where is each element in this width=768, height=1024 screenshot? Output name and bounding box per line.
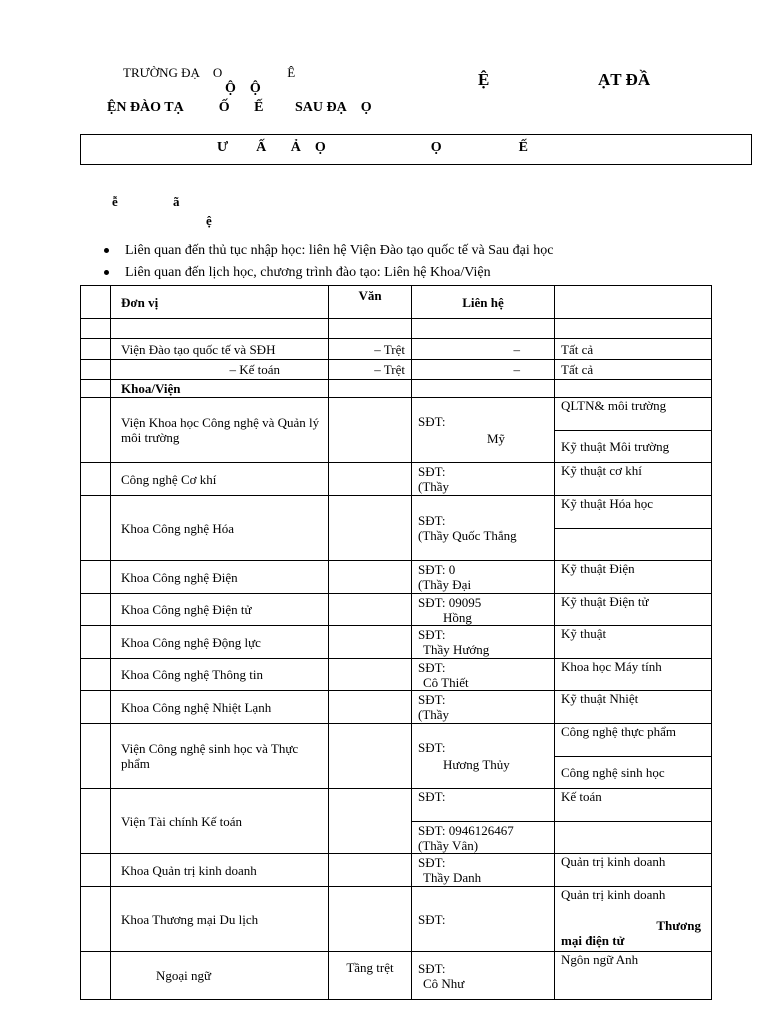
table-row (81, 659, 712, 691)
contact-info (412, 691, 555, 724)
table-row (81, 952, 712, 1000)
office-location: – Trệt (329, 360, 412, 380)
section-label: Khoa/Viện (111, 380, 329, 398)
table-row (81, 789, 712, 822)
intro-line-1: ễ ã (112, 194, 180, 209)
contact-table (80, 285, 712, 1000)
program (555, 822, 712, 854)
program: Tất cả (555, 339, 712, 360)
unit-name: Viện Đào tạo quốc tế và SĐH (111, 339, 329, 360)
unit-name: Viện Khoa học Công nghệ và Quản lý môi trường (111, 398, 329, 463)
contact-notes-list (80, 241, 554, 285)
program: mại điện tử (561, 933, 625, 948)
table-row (81, 339, 712, 360)
header-programs (555, 286, 712, 319)
document-title-box (80, 134, 752, 165)
program: Ngôn ngữ Anh (555, 952, 712, 1000)
program: Khoa học Máy tính (555, 659, 712, 691)
program: Kỹ thuật cơ khí (555, 463, 712, 496)
program: Tất cả (555, 360, 712, 380)
contact-info (412, 626, 555, 659)
contact-info (412, 463, 555, 496)
table-row (81, 319, 712, 339)
program: Công nghệ sinh học (555, 757, 712, 789)
contact-info (412, 952, 555, 1000)
contact-person: (Thầy (418, 707, 450, 722)
program: Kỹ thuật Hóa học (555, 496, 712, 529)
table-row (81, 626, 712, 659)
header-contact: Liên hệ (412, 286, 555, 319)
program: Kỹ thuật Điện tử (555, 594, 712, 626)
phone-label: SĐT: (418, 414, 446, 429)
table-row (81, 691, 712, 724)
contact-person: Thầy Hướng (423, 642, 490, 657)
phone-number: SĐT: 0946126467 (418, 822, 514, 838)
school-name-line1b: Ộ Ộ (225, 81, 261, 96)
contact-info (412, 822, 555, 854)
contact-person: Hồng (443, 609, 472, 625)
contact-person: (Thầy Vân) (418, 837, 479, 853)
unit-name: Khoa Thương mại Du lịch (111, 887, 329, 952)
unit-name: Khoa Công nghệ Điện tử (111, 594, 329, 626)
unit-name: Khoa Quản trị kinh doanh (111, 854, 329, 887)
phone-label: SĐT: (412, 789, 555, 822)
office-location: Tầng trệt (329, 952, 412, 1000)
document-title: Ư Ấ Ả Ọ Ọ Ế (217, 140, 528, 155)
phone-label: SĐT: (418, 464, 446, 479)
program: Quản trị kinh doanh (555, 854, 712, 887)
program (555, 529, 712, 561)
table-row (81, 724, 712, 757)
header-unit: Đơn vị (111, 286, 329, 319)
table-row (81, 360, 712, 380)
contact-info (412, 659, 555, 691)
program: Kỹ thuật Môi trường (555, 431, 712, 463)
contact-info (412, 496, 555, 561)
intro-line-2: ệ (206, 213, 212, 228)
phone-label: SĐT: (418, 627, 446, 642)
contact-person: (Thầy Quốc Thắng (418, 528, 517, 543)
unit-name: Khoa Công nghệ Động lực (111, 626, 329, 659)
contact-info (412, 724, 555, 789)
phone-label: SĐT: (418, 513, 446, 528)
contact-person: Hương Thủy (443, 757, 510, 772)
unit-name: Viện Công nghệ sinh học và Thực phẩm (111, 724, 329, 789)
program: Công nghệ thực phẩm (555, 724, 712, 757)
contact-person: (Thầy Đại (418, 577, 472, 592)
table-row (81, 594, 712, 626)
contact-person: Cô Như (423, 975, 465, 991)
table-row (81, 887, 712, 952)
table-row (81, 854, 712, 887)
table-row (81, 561, 712, 594)
program: Kỹ thuật Nhiệt (555, 691, 712, 724)
phone-label: SĐT: (418, 692, 446, 707)
program: Thương (656, 918, 701, 933)
republic-fragment: Ệ (478, 70, 490, 89)
contact-info: – (412, 339, 555, 360)
office-location: – Trệt (329, 339, 412, 360)
contact-info: – (412, 360, 555, 380)
table-row (81, 496, 712, 529)
table-row (81, 463, 712, 496)
program: Kỹ thuật (555, 626, 712, 659)
contact-info (412, 594, 555, 626)
phone-label: SĐT: 09095 (418, 594, 482, 610)
phone-label: SĐT: (418, 960, 446, 976)
institute-name: ỆN ĐÀO TẠ Ố Ế SAU ĐẠ Ọ (107, 100, 372, 115)
program: Kế toán (555, 789, 712, 822)
program: Kỹ thuật Điện (555, 561, 712, 594)
republic-title: ẠT ĐẦ (598, 70, 651, 89)
unit-name: Khoa Công nghệ Thông tin (111, 659, 329, 691)
unit-name: Ngoại ngữ (111, 952, 329, 1000)
unit-name: Khoa Công nghệ Hóa (111, 496, 329, 561)
section-row (81, 380, 712, 398)
phone-label: SĐT: (418, 740, 446, 755)
contact-person: Thầy Danh (423, 870, 482, 885)
program: Quản trị kinh doanh (561, 887, 666, 902)
table-header-row (81, 286, 712, 319)
contact-info (412, 398, 555, 463)
unit-name: Khoa Công nghệ Nhiệt Lạnh (111, 691, 329, 724)
contact-person: (Thầy (418, 479, 450, 494)
contact-info (412, 561, 555, 594)
phone-label: SĐT: (412, 887, 555, 952)
table-row (81, 398, 712, 431)
school-name-line1: TRƯỜNG ĐẠ O Ê (123, 65, 296, 80)
contact-person: Mỹ (487, 431, 506, 446)
contact-person: Cô Thiết (423, 674, 469, 690)
phone-label: SĐT: 0 (418, 562, 456, 577)
unit-name: Viện Tài chính Kế toán (111, 789, 329, 854)
note-curriculum: Liên quan đến lịch học, chương trình đào tạo: Liên hệ Khoa/Viện (80, 263, 554, 285)
phone-label: SĐT: (418, 855, 446, 870)
unit-name: Công nghệ Cơ khí (111, 463, 329, 496)
unit-name: Khoa Công nghệ Điện (111, 561, 329, 594)
program: QLTN& môi trường (555, 398, 712, 431)
unit-name: – Kế toán (111, 360, 329, 380)
phone-label: SĐT: (418, 659, 446, 675)
header-office: Văn (329, 286, 412, 319)
contact-info (412, 854, 555, 887)
note-enrollment: Liên quan đến thủ tục nhập học: liên hệ Viện Đào tạo quốc tế và Sau đại học (80, 241, 554, 263)
programs-cell (555, 887, 712, 952)
